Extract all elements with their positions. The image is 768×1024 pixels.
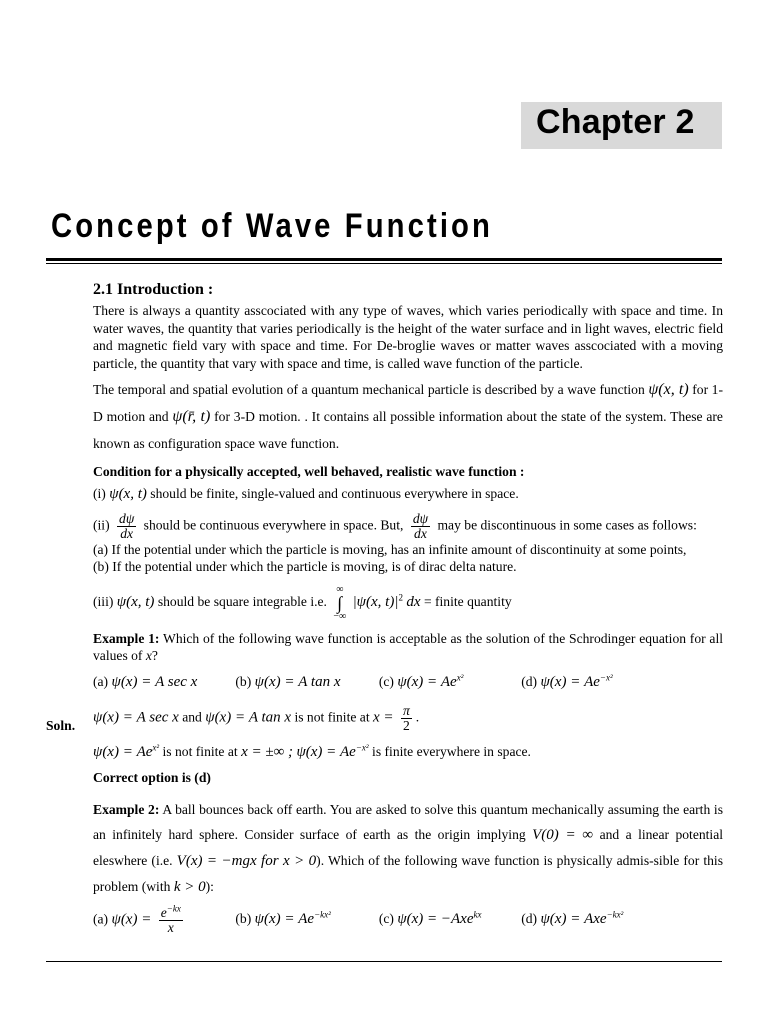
example-2-text-1: A ball bounces back off earth. You are asked to solve this quantum mechanically assuming the earth is an infinitely hard sphere. Consider surface of earth as the origin implying xyxy=(93,801,723,842)
condition-1-text: should be finite, single-valued and continuous everywhere in space. xyxy=(150,485,519,501)
example-1-option-d xyxy=(521,673,612,692)
fraction-numerator xyxy=(159,903,183,921)
option-label: (d) xyxy=(521,673,538,689)
integral-upper-limit: ∞ xyxy=(336,583,344,595)
page-content xyxy=(93,280,723,935)
fraction-numerator: dψ xyxy=(119,510,135,526)
example-2-potential-math: V(x) = −mgx for x > 0 xyxy=(176,852,317,869)
option-label: (c) xyxy=(378,911,394,927)
example-2-options xyxy=(93,903,723,935)
example-1-option-a xyxy=(93,673,232,692)
solution-math-tan: ψ(x) = A tan x xyxy=(205,709,292,726)
integral-lower-limit: −∞ xyxy=(333,610,347,622)
solution-period: . xyxy=(415,709,420,725)
option-label: (c) xyxy=(378,673,394,689)
condition-2a: (a) If the potential under which the particle is moving, has an infinite amount of discontinuity at some points, xyxy=(93,541,687,557)
intro-paragraph-2 xyxy=(93,376,723,457)
option-math: ψ(x) = Ae xyxy=(254,911,315,928)
fraction-denominator: dx xyxy=(414,525,427,541)
solution-x-infinity: x = ±∞ ; xyxy=(241,743,294,760)
section-heading: 2.1 Introduction : xyxy=(93,281,214,298)
option-exponent: x² xyxy=(456,672,464,683)
fraction-numerator: dψ xyxy=(412,510,429,526)
option-math: ψ(x) = A sec x xyxy=(111,673,198,690)
integral-result: = finite quantity xyxy=(423,593,512,609)
condition-1 xyxy=(93,485,723,504)
fraction-denominator: dx xyxy=(120,525,134,541)
example-2-label: Example 2: xyxy=(93,801,160,817)
integrand-power: 2 xyxy=(398,592,403,603)
solution-1-line-1 xyxy=(93,704,723,733)
example-2-option-d xyxy=(521,910,623,929)
example-2-option-a xyxy=(93,903,232,935)
option-a-fraction xyxy=(159,903,183,935)
integrand: |ψ(x, t)| xyxy=(352,593,399,610)
example-2-boundary-math: V(0) = ∞ xyxy=(532,826,594,843)
pi-over-2-fraction xyxy=(401,704,412,733)
correct-option: Correct option is (d) xyxy=(93,770,211,786)
example-1-text: Which of the following wave function is acceptable as the solution of the Schrodinger equation for all values of xyxy=(93,630,724,664)
solution-1-line-2 xyxy=(93,743,723,762)
example-1-question-mark: ? xyxy=(151,648,158,664)
example-2-text-2: and a linear potential eleswhere (i.e. xyxy=(93,826,724,868)
psi-rt-math: ψ(r̄, t) xyxy=(172,408,211,426)
dpsi-dx-fraction-2 xyxy=(411,512,430,541)
example-2-option-c xyxy=(379,910,518,929)
option-math: ψ(x) = A tan x xyxy=(254,673,341,690)
numerator-base: e xyxy=(160,904,167,920)
fraction-denominator: x xyxy=(167,919,174,935)
solution-text: is finite everywhere in space. xyxy=(372,743,531,759)
example-1-options xyxy=(93,673,723,692)
option-label: (b) xyxy=(235,911,252,927)
numerator-exponent: −kx xyxy=(166,903,181,914)
dpsi-dx-fraction xyxy=(117,512,136,541)
example-1-variable: x xyxy=(145,648,152,664)
solution-x-equals: x = xyxy=(373,709,394,726)
option-math: ψ(x) = xyxy=(111,911,152,928)
fraction-denominator: 2 xyxy=(402,717,410,733)
example-2 xyxy=(93,797,723,900)
solution-math-gaussian: ψ(x) = Ae xyxy=(296,743,356,760)
option-label: (b) xyxy=(235,673,252,689)
solution-label: Soln. xyxy=(46,718,76,733)
solution-math-sec: ψ(x) = A sec x xyxy=(93,709,179,726)
page-title: Concept of Wave Function xyxy=(51,207,493,245)
solution-and: and xyxy=(182,709,202,725)
condition-3-text: should be square integrable i.e. xyxy=(157,593,327,609)
solution-exponent: x² xyxy=(152,742,160,752)
option-label: (d) xyxy=(521,911,538,927)
option-exponent: −kx² xyxy=(314,909,331,920)
integral-symbol: ∫ xyxy=(337,592,343,613)
intro-text-c: for 3-D motion. . It contains all possible information about the state of the system. These are known as configuration space wave function. xyxy=(93,409,723,452)
intro-text-b: for 1-D motion and xyxy=(93,382,723,425)
integral-sign xyxy=(333,584,346,622)
example-2-option-b xyxy=(235,910,375,929)
example-2-text-3: ). Which of the following wave function is physically admis-sible for this problem (with xyxy=(93,852,723,894)
option-label: (a) xyxy=(93,911,109,927)
title-rule-thick xyxy=(46,258,722,261)
option-math: ψ(x) = Axe xyxy=(540,911,607,928)
option-math: ψ(x) = −Axe xyxy=(397,911,474,928)
option-label: (a) xyxy=(93,673,109,689)
integral-dx: dx xyxy=(406,593,421,610)
intro-paragraph-1: There is always a quantity asscociated with any type of waves, which varies periodically with space and time. In water waves, the quantity that varies periodically is the height of the water surface and in light waves, electric field and magnetic field vary with space and time. For De-broglie waves or matter waves asscociated with a moving particle, the quantity that vary with space and time, is called wave function of the particle. xyxy=(93,303,723,371)
example-1-option-b xyxy=(235,673,375,692)
chapter-label: Chapter 2 xyxy=(536,103,695,141)
condition-3-math: ψ(x, t) xyxy=(116,593,155,610)
condition-2 xyxy=(93,512,723,541)
example-1-option-c xyxy=(379,673,518,692)
condition-2b: (b) If the potential under which the particle is moving, is of dirac delta nature. xyxy=(93,559,517,575)
psi-xt-math: ψ(x, t) xyxy=(648,381,689,399)
example-1-label: Example 1: xyxy=(93,630,160,646)
footer-rule xyxy=(46,961,722,962)
fraction-numerator: π xyxy=(402,702,410,718)
option-exponent: kx xyxy=(473,909,482,920)
condition-3 xyxy=(93,584,723,622)
example-2-k-math: k > 0 xyxy=(173,878,206,895)
example-1 xyxy=(93,630,723,665)
solution-math-exp: ψ(x) = Ae xyxy=(93,743,153,760)
option-math: ψ(x) = Ae xyxy=(540,673,600,690)
condition-2-number: (ii) xyxy=(93,517,110,533)
title-rule-thin xyxy=(46,263,722,264)
option-math: ψ(x) = Ae xyxy=(397,673,457,690)
solution-text: is not finite at xyxy=(294,709,370,725)
condition-1-math: ψ(x, t) xyxy=(109,485,147,502)
condition-1-number: (i) xyxy=(93,485,106,501)
condition-2-text-b: may be discontinuous in some cases as follows: xyxy=(437,517,697,533)
option-exponent: −x² xyxy=(599,672,613,683)
solution-exponent: −x² xyxy=(355,742,369,752)
solution-text: is not finite at xyxy=(162,743,238,759)
condition-3-number: (iii) xyxy=(93,593,114,609)
example-2-text-4: ): xyxy=(205,878,214,894)
option-exponent: −kx² xyxy=(606,909,624,920)
condition-2-text-a: should be continuous everywhere in space. But, xyxy=(143,517,404,533)
conditions-heading: Condition for a physically accepted, well behaved, realistic wave function : xyxy=(93,464,525,480)
intro-text-a: The temporal and spatial evolution of a quantum mechanical particle is described by a wave function xyxy=(93,382,645,398)
